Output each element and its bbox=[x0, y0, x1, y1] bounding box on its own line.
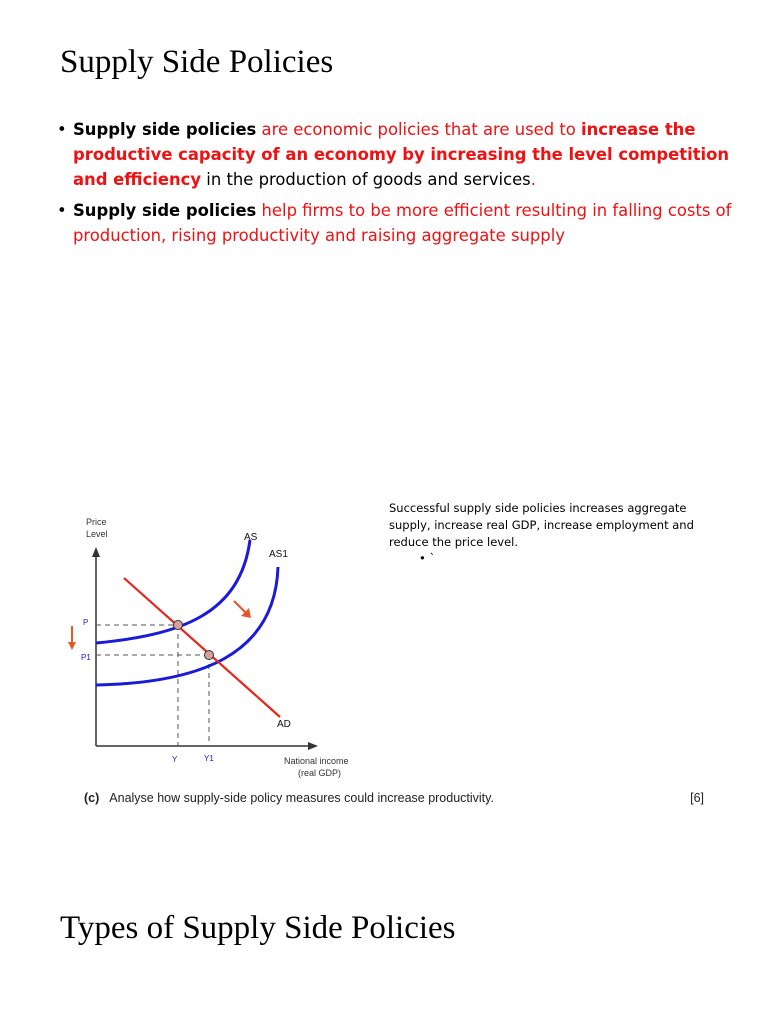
as1-curve bbox=[96, 567, 278, 685]
as-ad-diagram bbox=[60, 505, 380, 785]
as-curve bbox=[96, 540, 250, 643]
bullet-effects bbox=[57, 198, 747, 248]
y1-label: Y1 bbox=[204, 754, 214, 763]
y-label: Y bbox=[172, 755, 178, 764]
x-axis-label-line1: National income bbox=[284, 756, 349, 766]
price-fall-arrowhead bbox=[68, 642, 76, 650]
ad-curve bbox=[124, 578, 280, 717]
question-marks: [6] bbox=[690, 791, 704, 805]
definition-text: are economic policies that are used to bbox=[256, 120, 581, 139]
effects-text: help firms to be more efficient resulting in falling costs of production, rising productivity and raising aggregate supply bbox=[73, 201, 732, 245]
term-supply-side-policies-2: Supply side policies bbox=[73, 201, 257, 220]
as-label: AS bbox=[244, 532, 258, 543]
definition-tail: in the production of goods and services bbox=[201, 170, 531, 189]
ad-label: AD bbox=[277, 719, 291, 730]
definition-bullets bbox=[57, 117, 747, 254]
y-axis-label-line1: Price bbox=[86, 517, 107, 527]
diagram-note: Successful supply side policies increases aggregate supply, increase real GDP, increase employment and reduce the price level. bbox=[389, 501, 694, 549]
equilibrium-point-2 bbox=[205, 651, 214, 660]
shift-arrow bbox=[234, 601, 246, 613]
exam-question bbox=[84, 791, 704, 805]
term-supply-side-policies: Supply side policies bbox=[73, 120, 257, 139]
as1-label: AS1 bbox=[269, 549, 288, 560]
definition-period: . bbox=[530, 170, 536, 189]
slide-title-types: Types of Supply Side Policies bbox=[60, 910, 456, 946]
x-axis-label-line2: (real GDP) bbox=[298, 768, 342, 778]
p1-label: P1 bbox=[81, 653, 91, 662]
question-label: (c) bbox=[84, 791, 100, 805]
p-label: P bbox=[83, 618, 89, 627]
y-axis-arrow bbox=[92, 547, 100, 557]
bullet-definition bbox=[57, 117, 747, 192]
x-axis-arrow bbox=[308, 742, 318, 750]
question-text: Analyse how supply-side policy measures could increase productivity. bbox=[109, 791, 494, 805]
y-axis-label-line2: Level bbox=[86, 529, 108, 539]
definition-emphasis: increase the productive capacity of an economy by increasing the level competition and efficiency bbox=[73, 120, 730, 189]
equilibrium-point-1 bbox=[174, 621, 183, 630]
slide-title: Supply Side Policies bbox=[60, 44, 334, 80]
note-bullet: • ` bbox=[419, 551, 436, 565]
